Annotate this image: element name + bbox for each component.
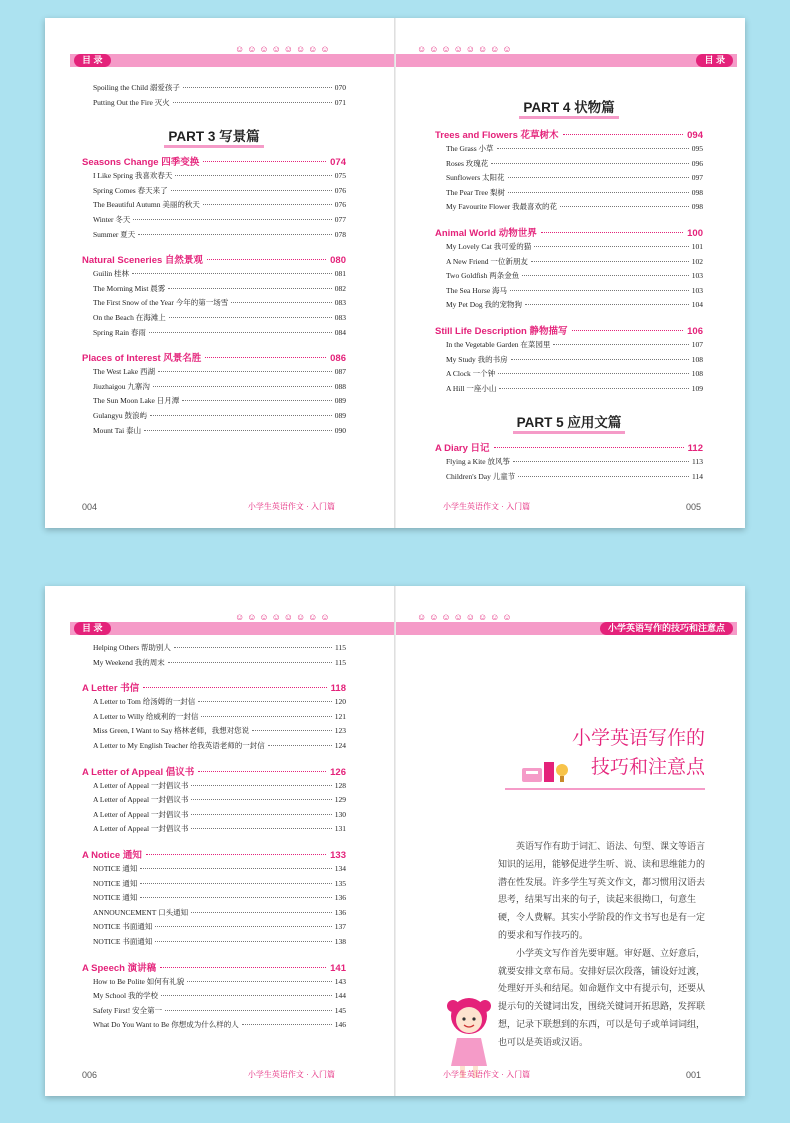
dot-leader bbox=[169, 317, 332, 318]
toc-entry-title: NOTICE 书面通知 bbox=[93, 922, 153, 932]
part-title: PART 4 状物篇 bbox=[519, 100, 618, 119]
toc-section-heading bbox=[82, 350, 346, 366]
stationery-icon bbox=[520, 758, 570, 786]
toc-entry-title: A Letter to Tom 给汤姆的一封信 bbox=[93, 697, 196, 707]
toc-entry bbox=[82, 410, 346, 425]
toc-entry-page: 121 bbox=[334, 711, 346, 721]
book-title-footer: 小学生英语作文 · 入门篇 bbox=[247, 1070, 335, 1079]
toc-section-title: Seasons Change 四季变换 bbox=[82, 157, 200, 169]
toc-entry-page: 145 bbox=[334, 1005, 346, 1015]
dot-leader bbox=[187, 981, 332, 982]
toc-entry-title: Helping Others 帮助别人 bbox=[93, 643, 171, 652]
toc-entry bbox=[82, 366, 346, 381]
toc-entry-page: 136 bbox=[334, 893, 346, 903]
toc-entry bbox=[82, 711, 346, 726]
dot-leader bbox=[168, 662, 332, 663]
toc-entry-title: Miss Green, I Want to Say 格林老师，我想对您说 bbox=[93, 726, 250, 736]
toc-entry-page: 089 bbox=[334, 396, 346, 406]
book-title-footer: 小学生英语作文 · 入门篇 bbox=[443, 1070, 531, 1079]
dot-leader bbox=[191, 814, 331, 815]
page-number: 006 bbox=[82, 1070, 98, 1080]
dot-leader bbox=[494, 447, 684, 448]
toc-section-page: 112 bbox=[687, 443, 703, 455]
toc-entry-title: My Weekend 我的周末 bbox=[93, 657, 165, 667]
toc-entry-title: I Like Spring 我喜欢春天 bbox=[93, 171, 173, 181]
toc-section-heading bbox=[82, 847, 346, 863]
toc-entry-title: Children's Day 儿童节 bbox=[446, 471, 516, 481]
toc-entry-page: 075 bbox=[334, 171, 346, 181]
toc-entry-page: 144 bbox=[334, 991, 346, 1001]
toc-entry-title: The First Snow of the Year 今年的第一场雪 bbox=[93, 298, 229, 308]
toc-entry-title: Gulangyu 鼓浪屿 bbox=[93, 410, 147, 420]
dot-leader bbox=[201, 716, 331, 717]
toc-entry-page: 114 bbox=[692, 471, 703, 481]
dot-leader bbox=[553, 344, 688, 345]
dot-leader bbox=[168, 288, 331, 289]
toc-entry-title: Sunflowers 太阳花 bbox=[446, 173, 505, 183]
dot-leader bbox=[138, 234, 331, 235]
article-title-line2: 技巧和注意点 bbox=[590, 756, 705, 778]
toc-section-page: 100 bbox=[687, 227, 703, 239]
toc-entry-page: 108 bbox=[691, 354, 703, 364]
dot-leader bbox=[510, 290, 689, 291]
toc-entry-page: 089 bbox=[334, 410, 346, 420]
toc-entry-title: NOTICE 通知 bbox=[93, 893, 138, 903]
toc-entry-title: Flying a Kite 放风筝 bbox=[446, 457, 510, 467]
toc-entry bbox=[82, 976, 346, 991]
toc-section-page: 094 bbox=[687, 130, 703, 141]
toc-entry-page: 096 bbox=[691, 158, 703, 168]
toc-entry-page: 088 bbox=[334, 381, 346, 391]
toc-entry bbox=[82, 82, 346, 97]
dot-leader bbox=[140, 868, 331, 869]
dot-leader bbox=[183, 87, 332, 88]
toc-entry-page: 087 bbox=[334, 367, 346, 377]
toc-entry-title: My Favourite Flower 我最喜欢的花 bbox=[446, 202, 558, 212]
toc-entry-title: My Pet Dog 我的宠物狗 bbox=[446, 300, 523, 310]
dot-leader bbox=[165, 1010, 332, 1011]
toc-list bbox=[435, 96, 703, 486]
page-number: 005 bbox=[685, 502, 701, 512]
toc-entry bbox=[82, 794, 346, 809]
toc-section-title: Animal World 动物世界 bbox=[435, 227, 537, 239]
toc-entry bbox=[82, 878, 346, 893]
toc-entry bbox=[435, 172, 703, 187]
toc-entry-title: NOTICE 书面通知 bbox=[93, 936, 153, 946]
toc-entry bbox=[82, 229, 346, 244]
toc-entry bbox=[435, 241, 703, 256]
toc-entry bbox=[82, 657, 346, 672]
dot-leader bbox=[198, 771, 326, 772]
dot-leader bbox=[161, 995, 332, 996]
spread-top bbox=[45, 18, 745, 528]
toc-section-heading bbox=[82, 960, 346, 976]
toc-section-title: A Speech 演讲稿 bbox=[82, 962, 157, 974]
toc-section-page: 141 bbox=[330, 962, 346, 974]
dot-leader bbox=[173, 102, 332, 103]
toc-entry-title: A New Friend 一位新朋友 bbox=[446, 256, 528, 266]
toc-entry bbox=[82, 327, 346, 342]
toc-entry bbox=[435, 456, 703, 471]
page-005 bbox=[395, 18, 745, 528]
dot-leader bbox=[146, 854, 326, 855]
toc-entry bbox=[82, 725, 346, 740]
toc-entry-title: Spring Comes 春天来了 bbox=[93, 185, 168, 195]
toc-section-title: Still Life Description 静物描写 bbox=[435, 325, 568, 337]
toc-list bbox=[82, 642, 346, 1034]
toc-entry-page: 071 bbox=[334, 97, 346, 107]
dot-leader bbox=[572, 330, 684, 331]
toc-entry-page: 128 bbox=[334, 780, 346, 790]
toc-entry-page: 084 bbox=[334, 327, 346, 337]
toc-entry-title: On the Beach 在海滩上 bbox=[93, 312, 166, 322]
toc-entry bbox=[82, 1019, 346, 1034]
toc-entry-page: 070 bbox=[334, 83, 346, 92]
dot-leader bbox=[563, 134, 684, 135]
toc-entry bbox=[435, 471, 703, 486]
dot-leader bbox=[150, 415, 332, 416]
article-title bbox=[572, 724, 705, 782]
part-heading bbox=[82, 125, 346, 145]
toc-entry-page: 123 bbox=[334, 726, 346, 736]
toc-entry bbox=[82, 199, 346, 214]
toc-entry-page: 113 bbox=[692, 457, 703, 467]
toc-entry-title: The Pear Tree 梨树 bbox=[446, 187, 505, 197]
toc-entry bbox=[435, 143, 703, 158]
toc-list bbox=[82, 82, 346, 439]
toc-entry-title: The Grass 小草 bbox=[446, 144, 494, 153]
dot-leader bbox=[143, 687, 326, 688]
dot-leader bbox=[242, 1024, 332, 1025]
dot-leader bbox=[191, 828, 331, 829]
toc-section-title: A Letter 书信 bbox=[82, 683, 140, 695]
toc-entry bbox=[82, 170, 346, 185]
toc-section-page: 118 bbox=[330, 683, 346, 695]
toc-entry bbox=[82, 823, 346, 838]
toc-section-heading bbox=[435, 323, 703, 339]
dot-leader bbox=[205, 357, 326, 358]
toc-entry bbox=[82, 297, 346, 312]
toc-entry bbox=[435, 285, 703, 300]
toc-entry bbox=[82, 936, 346, 951]
title-rule bbox=[505, 788, 705, 790]
toc-entry bbox=[435, 354, 703, 369]
toc-entry-page: 098 bbox=[691, 202, 703, 212]
toc-entry-title: A Letter of Appeal 一封倡议书 bbox=[93, 809, 189, 819]
dot-leader bbox=[140, 883, 331, 884]
toc-entry-page: 138 bbox=[334, 936, 346, 946]
kids-decoration-icon: ☺☺☺☺☺☺☺☺ bbox=[235, 612, 333, 622]
header-band bbox=[395, 612, 737, 635]
toc-section-title: A Letter of Appeal 倡议书 bbox=[82, 766, 195, 778]
toc-tab: 目 录 bbox=[696, 54, 733, 67]
toc-entry-page: 082 bbox=[334, 283, 346, 293]
toc-entry-page: 077 bbox=[334, 214, 346, 224]
toc-entry bbox=[82, 809, 346, 824]
book-title-footer: 小学生英语作文 · 入门篇 bbox=[247, 502, 335, 511]
toc-entry bbox=[435, 256, 703, 271]
dot-leader bbox=[191, 799, 331, 800]
dot-leader bbox=[198, 701, 332, 702]
toc-entry bbox=[435, 270, 703, 285]
toc-entry-title: A Letter to My English Teacher 给我英语老师的一封信 bbox=[93, 740, 265, 750]
toc-entry-page: 134 bbox=[334, 863, 346, 873]
dot-leader bbox=[498, 373, 689, 374]
toc-entry-page: 095 bbox=[691, 144, 703, 153]
dot-leader bbox=[160, 967, 326, 968]
toc-entry bbox=[82, 395, 346, 410]
toc-section-page: 086 bbox=[330, 353, 346, 365]
dot-leader bbox=[541, 232, 683, 233]
toc-section-page: 074 bbox=[330, 157, 346, 169]
dot-leader bbox=[191, 785, 331, 786]
toc-entry-title: A Letter of Appeal 一封倡议书 bbox=[93, 795, 189, 805]
toc-entry-page: 078 bbox=[334, 229, 346, 239]
dot-leader bbox=[518, 476, 689, 477]
toc-entry-title: My Study 我的书房 bbox=[446, 354, 508, 364]
toc-entry-title: Spoiling the Child 溺爱孩子 bbox=[93, 83, 180, 92]
toc-entry-page: 137 bbox=[334, 922, 346, 932]
toc-entry-page: 083 bbox=[334, 298, 346, 308]
toc-entry bbox=[82, 696, 346, 711]
toc-section-title: Trees and Flowers 花草树木 bbox=[435, 130, 559, 141]
toc-entry bbox=[435, 187, 703, 202]
dot-leader bbox=[511, 359, 689, 360]
part-title: PART 3 写景篇 bbox=[164, 129, 263, 148]
toc-entry bbox=[82, 780, 346, 795]
part-heading bbox=[435, 411, 703, 431]
toc-entry-page: 103 bbox=[691, 285, 703, 295]
toc-entry bbox=[435, 299, 703, 314]
toc-entry-title: A Letter of Appeal 一封倡议书 bbox=[93, 780, 189, 790]
toc-section-page: 106 bbox=[687, 325, 703, 337]
dot-leader bbox=[497, 148, 689, 149]
toc-entry-title: A Clock 一个钟 bbox=[446, 369, 496, 379]
toc-entry bbox=[82, 863, 346, 878]
dot-leader bbox=[252, 730, 332, 731]
toc-entry-page: 101 bbox=[691, 241, 703, 251]
page-number: 004 bbox=[82, 502, 98, 512]
toc-entry-title: The Morning Mist 晨雾 bbox=[93, 283, 166, 293]
toc-section-title: Places of Interest 风景名胜 bbox=[82, 353, 202, 365]
kids-decoration-icon: ☺☺☺☺☺☺☺☺ bbox=[417, 612, 515, 622]
toc-entry-title: Summer 夏天 bbox=[93, 229, 136, 239]
page-006 bbox=[45, 586, 395, 1096]
page-004 bbox=[45, 18, 395, 528]
toc-entry-page: 124 bbox=[334, 740, 346, 750]
toc-entry bbox=[82, 740, 346, 755]
dot-leader bbox=[132, 273, 332, 274]
toc-entry bbox=[435, 201, 703, 216]
toc-entry-page: 109 bbox=[691, 383, 703, 393]
dot-leader bbox=[182, 400, 332, 401]
dot-leader bbox=[155, 941, 331, 942]
toc-entry-title: Guilin 桂林 bbox=[93, 269, 130, 279]
toc-tab: 目 录 bbox=[74, 622, 111, 635]
toc-section-title: A Diary 日记 bbox=[435, 443, 490, 455]
toc-entry-title: Safety First! 安全第一 bbox=[93, 1005, 163, 1015]
article-body bbox=[498, 838, 709, 1052]
dot-leader bbox=[508, 177, 689, 178]
dot-leader bbox=[133, 219, 331, 220]
toc-entry-page: 076 bbox=[334, 200, 346, 210]
toc-section-heading bbox=[82, 680, 346, 696]
toc-entry-page: 130 bbox=[334, 809, 346, 819]
dot-leader bbox=[140, 897, 331, 898]
toc-entry-title: Mount Tai 泰山 bbox=[93, 425, 142, 435]
toc-entry bbox=[82, 892, 346, 907]
dot-leader bbox=[491, 163, 688, 164]
toc-entry bbox=[82, 185, 346, 200]
dot-leader bbox=[499, 388, 688, 389]
page-number: 001 bbox=[685, 1070, 701, 1080]
part-heading bbox=[435, 96, 703, 116]
toc-entry-title: A Hill 一座小山 bbox=[446, 383, 497, 393]
article-title-line1: 小学英语写作的 bbox=[571, 727, 705, 749]
toc-entry-page: 135 bbox=[334, 878, 346, 888]
toc-entry-page: 097 bbox=[691, 173, 703, 183]
spread-bottom bbox=[45, 586, 745, 1096]
toc-entry-page: 120 bbox=[334, 697, 346, 707]
toc-entry bbox=[82, 312, 346, 327]
toc-entry bbox=[82, 268, 346, 283]
toc-entry-page: 076 bbox=[334, 185, 346, 195]
dot-leader bbox=[175, 175, 331, 176]
toc-entry-title: A Letter of Appeal 一封倡议书 bbox=[93, 824, 189, 834]
dot-leader bbox=[513, 461, 689, 462]
toc-entry bbox=[82, 283, 346, 298]
toc-section-page: 133 bbox=[330, 849, 346, 861]
header-band bbox=[70, 612, 395, 635]
toc-entry bbox=[82, 1005, 346, 1020]
toc-entry-title: The Sun Moon Lake 日月潭 bbox=[93, 396, 180, 406]
toc-section-heading bbox=[435, 225, 703, 241]
part-title: PART 5 应用文篇 bbox=[513, 415, 626, 434]
toc-entry bbox=[435, 339, 703, 354]
dot-leader bbox=[144, 430, 332, 431]
toc-entry-title: ANNOUNCEMENT 口头通知 bbox=[93, 907, 189, 917]
toc-entry-title: Winter 冬天 bbox=[93, 214, 131, 224]
toc-entry-page: 108 bbox=[691, 369, 703, 379]
toc-section-heading bbox=[435, 440, 703, 456]
toc-entry-title: The West Lake 西湖 bbox=[93, 367, 155, 377]
dot-leader bbox=[534, 246, 689, 247]
toc-entry-title: What Do You Want to Be 你想成为什么样的人 bbox=[93, 1020, 239, 1030]
toc-entry-title: NOTICE 通知 bbox=[93, 863, 138, 873]
dot-leader bbox=[531, 261, 689, 262]
toc-entry bbox=[82, 907, 346, 922]
toc-entry bbox=[82, 921, 346, 936]
toc-entry bbox=[82, 425, 346, 440]
toc-entry-title: Putting Out the Fire 灭火 bbox=[93, 97, 170, 107]
toc-entry-title: The Sea Horse 海马 bbox=[446, 285, 508, 295]
toc-entry-title: My School 我的学校 bbox=[93, 991, 159, 1001]
toc-entry bbox=[82, 642, 346, 657]
toc-entry bbox=[82, 381, 346, 396]
dot-leader bbox=[522, 275, 689, 276]
toc-entry bbox=[82, 214, 346, 229]
toc-entry-page: 136 bbox=[334, 907, 346, 917]
dot-leader bbox=[171, 190, 332, 191]
toc-entry-page: 098 bbox=[691, 187, 703, 197]
dot-leader bbox=[149, 332, 332, 333]
toc-entry-page: 107 bbox=[691, 339, 703, 349]
toc-entry-page: 083 bbox=[334, 312, 346, 322]
toc-entry-page: 143 bbox=[334, 976, 346, 986]
toc-entry bbox=[82, 97, 346, 112]
dot-leader bbox=[174, 647, 332, 648]
toc-entry-page: 104 bbox=[691, 300, 703, 310]
toc-entry-title: NOTICE 通知 bbox=[93, 878, 138, 888]
dot-leader bbox=[153, 386, 332, 387]
dot-leader bbox=[158, 371, 332, 372]
book-title-footer: 小学生英语作文 · 入门篇 bbox=[443, 502, 531, 511]
toc-entry-page: 081 bbox=[334, 269, 346, 279]
dot-leader bbox=[508, 192, 689, 193]
dot-leader bbox=[203, 204, 332, 205]
toc-section-heading bbox=[435, 127, 703, 143]
toc-section-page: 080 bbox=[330, 255, 346, 267]
toc-entry-title: How to Be Polite 如何有礼貌 bbox=[93, 976, 185, 986]
toc-entry bbox=[435, 383, 703, 398]
dot-leader bbox=[155, 926, 331, 927]
kids-decoration-icon: ☺☺☺☺☺☺☺☺ bbox=[235, 44, 333, 54]
dot-leader bbox=[191, 912, 332, 913]
toc-section-heading bbox=[82, 154, 346, 170]
toc-entry-title: Roses 玫瑰花 bbox=[446, 158, 489, 168]
toc-section-heading bbox=[82, 764, 346, 780]
header-band bbox=[70, 44, 395, 67]
toc-entry bbox=[82, 990, 346, 1005]
article-paragraph: 小学英文写作首先要审题。审好题、立好意后，就要安排文章布局。安排好层次段落，铺设好过渡，处理好开头和结尾。如命题作文中有提示句，还要从提示句的关键词出发，围绕关键词开拓思路，发挥联想，记录下联想到的东西，可以是句子或单词词组，也可以是英语或汉语。 bbox=[498, 947, 706, 1047]
kids-decoration-icon: ☺☺☺☺☺☺☺☺ bbox=[417, 44, 515, 54]
toc-entry-page: 115 bbox=[335, 643, 346, 652]
toc-entry-page: 115 bbox=[335, 657, 346, 667]
toc-entry bbox=[435, 158, 703, 173]
chapter-tab: 小学英语写作的技巧和注意点 bbox=[600, 622, 733, 635]
toc-entry-title: Two Goldfish 两条金鱼 bbox=[446, 271, 520, 281]
page-001 bbox=[395, 586, 745, 1096]
toc-entry-title: Jiuzhaigou 九寨沟 bbox=[93, 381, 150, 391]
header-band bbox=[395, 44, 737, 67]
toc-entry-page: 103 bbox=[691, 271, 703, 281]
toc-entry-title: A Letter to Willy 给威利的一封信 bbox=[93, 711, 199, 721]
dot-leader bbox=[525, 304, 689, 305]
dot-leader bbox=[203, 161, 326, 162]
toc-section-title: A Notice 通知 bbox=[82, 849, 142, 861]
toc-entry-title: My Lovely Cat 我可爱的猫 bbox=[446, 241, 532, 251]
toc-entry-page: 131 bbox=[334, 824, 346, 834]
toc-entry bbox=[435, 368, 703, 383]
toc-entry-page: 129 bbox=[334, 795, 346, 805]
toc-entry-page: 102 bbox=[691, 256, 703, 266]
toc-section-heading bbox=[82, 252, 346, 268]
toc-entry-title: In the Vegetable Garden 在菜园里 bbox=[446, 339, 551, 349]
toc-entry-title: The Beautiful Autumn 美丽的秋天 bbox=[93, 200, 200, 210]
toc-section-title: Natural Sceneries 自然景观 bbox=[82, 255, 203, 267]
dot-leader bbox=[560, 206, 689, 207]
toc-tab: 目 录 bbox=[74, 54, 111, 67]
dot-leader bbox=[231, 302, 332, 303]
toc-entry-page: 146 bbox=[334, 1020, 346, 1030]
dot-leader bbox=[207, 259, 326, 260]
toc-entry-title: Spring Rain 春雨 bbox=[93, 327, 146, 337]
article-paragraph: 英语写作有助于词汇、语法、句型、课文等语言知识的运用，能够促进学生听、说、读和思维能力的潜在性发展。许多学生写英文作文，都习惯用汉语去思考，结果写出来的句子，读起来很拗口，句意生硬，令人费解。其实小学阶段的作文书写也是有一定的要求和写作技巧的。 bbox=[498, 841, 706, 940]
dot-leader bbox=[268, 745, 332, 746]
toc-section-page: 126 bbox=[330, 766, 346, 778]
toc-entry-page: 090 bbox=[334, 425, 346, 435]
